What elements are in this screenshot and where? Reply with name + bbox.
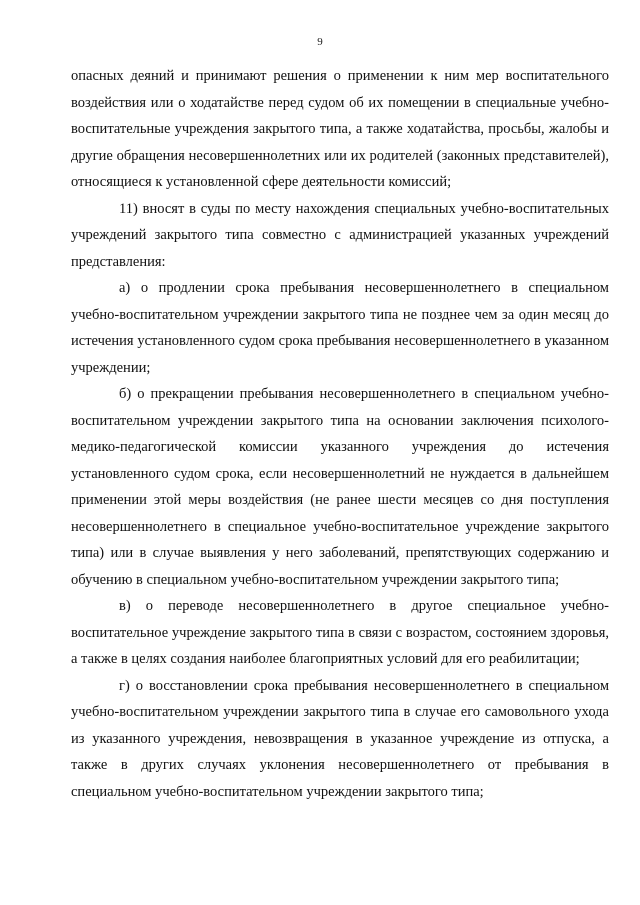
document-body xyxy=(71,63,609,805)
paragraph-continuation: опасных деяний и принимают решения о применении к ним мер воспитательного воздействия или о ходатайстве перед судом об их помещении в специальные учебно-воспитательные учреждения закрытого типа, а также ходатайства, просьбы, жалобы и другие обращения несовершеннолетних или их родителей (законных представителей), относящиеся к установленной сфере деятельности комиссий; xyxy=(71,68,609,190)
paragraph-item-11: 11) вносят в суды по месту нахождения специальных учебно-воспитательных учреждений закрытого типа совместно с администрацией указанных учреждений представления: xyxy=(71,200,609,270)
paragraph-item-g: г) о восстановлении срока пребывания несовершеннолетнего в специальном учебно-воспитательном учреждении закрытого типа в случае его самовольного ухода из указанного учреждения, невозвращения в указанное учреждение из отпуска, а также в других случаях уклонения несовершеннолетнего от пребывания в специальном учебно-воспитательном учреждении закрытого типа; xyxy=(71,677,609,800)
page-number: 9 xyxy=(317,36,323,48)
paragraph-item-v: в) о переводе несовершеннолетнего в другое специальное учебно-воспитательное учреждение закрытого типа в связи с возрастом, состоянием здоровья, а также в целях создания наиболее благоприятных условий для его реабилитации; xyxy=(71,598,609,667)
paragraph-item-b: б) о прекращении пребывания несовершеннолетнего в специальном учебно-воспитательном учреждении закрытого типа на основании заключения психолого-медико-педагогической комиссии указанного учреждения до истечения установленного судом срока, если несовершеннолетний не нуждается в дальнейшем применении этой меры воздействия (не ранее шести месяцев со дня поступления несовершеннолетнего в специальное учебно-воспитательное учреждение закрытого типа) или в случае выявления у него заболеваний, препятствующих содержанию и обучению в специальном учебно-воспитательном учреждении закрытого типа; xyxy=(71,386,609,588)
paragraph-item-a: а) о продлении срока пребывания несовершеннолетнего в специальном учебно-воспитательном учреждении закрытого типа не позднее чем за один месяц до истечения установленного судом срока пребывания несовершеннолетнего в указанном учреждении; xyxy=(71,280,609,376)
